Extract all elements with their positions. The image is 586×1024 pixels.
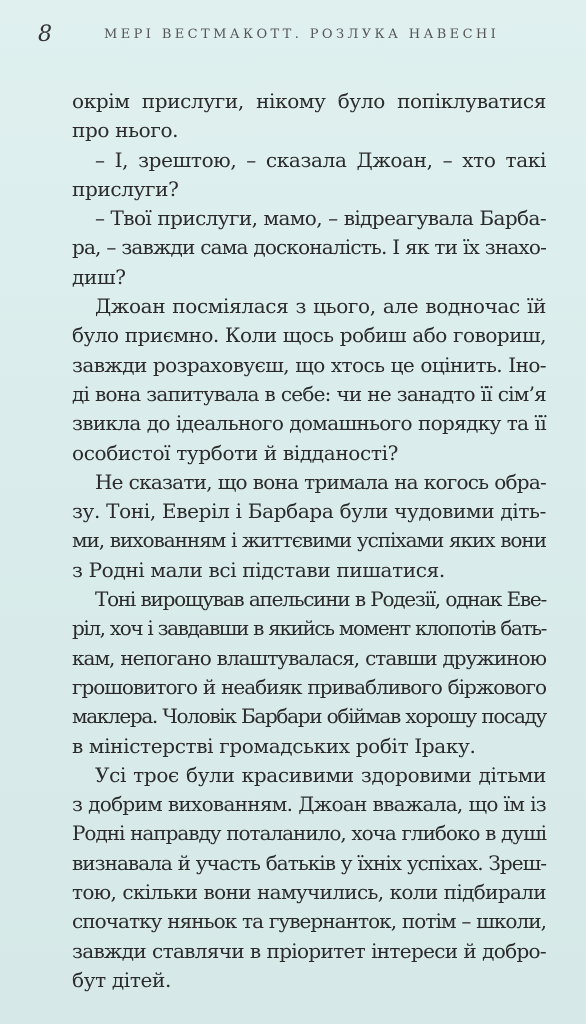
text-line: ми, вихованням і життєвими успіхами яких вони [72,528,546,553]
text-line: – Твої прислуги, мамо, – відреагувала Барба- [95,206,546,231]
text-line: тою, скільки вони намучились, коли підбирали [72,880,546,905]
text-line: маклера. Чоловік Барбари обіймав хорошу посаду [72,704,546,729]
text-line: грошовитого й неабияк привабливого біржового [72,674,546,699]
text-line: кам, непогано влаштувалася, ставши дружиною [72,645,546,670]
text-line: завжди ставлячи в пріоритет інтереси й добро- [72,938,546,963]
text-line: окрім прислуги, нікому було попіклуватися [72,89,546,113]
text-line: прислуги? [72,176,179,201]
text-line: про нього. [72,118,179,143]
text-line: звикла до ідеального домашнього порядку та її [72,411,546,436]
text-line: ді вона запитувала в себе: чи не занадто її сім’я [72,381,546,406]
text-line: ріл, хоч і завдавши в якийсь момент клопотів бать- [72,616,546,641]
text-line: ра, – завжди сама досконалість. І як ти їх знахо- [72,235,546,260]
text-line: Усі троє були красивими здоровими дітьми [95,762,546,787]
text-line: Родні направду поталанило, хоча глибоко в душі [72,821,546,846]
text-line: Джоан посміялася з цього, але водночас їй [95,294,546,319]
text-line: в міністерстві громадських робіт Іраку. [72,733,476,758]
text-line: особистої турботи й відданості? [72,440,398,465]
text-line: з добрим вихованням. Джоан вважала, що їм із [72,792,546,817]
text-line: було приємно. Коли щось робиш або говориш, [72,323,546,348]
text-line: визнавала й участь батьків у їхніх успіхах. Зреш- [72,850,546,875]
text-line: спочатку няньок та гувернанток, потім – школи, [72,909,546,934]
body-text [72,87,546,995]
text-line: Тоні вирощував апельсини в Родезії, однак Еве- [95,587,546,612]
text-line: Не сказати, що вона тримала на когось обра- [95,469,546,494]
text-line: бут дітей. [72,967,172,992]
text-line: завжди розраховуєш, що хтось це оцінить. Іно- [72,352,546,377]
page-header [38,18,558,48]
text-line: диш? [72,264,126,289]
text-line: зу. Тоні, Еверіл і Барбара були чудовими діть- [72,499,546,524]
page-number: 8 [38,22,52,47]
text-line: – І, зрештою, – сказала Джоан, – хто такі [95,147,546,172]
text-line: з Родні мали всі підстави пишатися. [72,557,445,582]
running-head: МЕРІ ВЕСТМАКОТТ. РОЗЛУКА НАВЕСНІ [104,27,500,42]
